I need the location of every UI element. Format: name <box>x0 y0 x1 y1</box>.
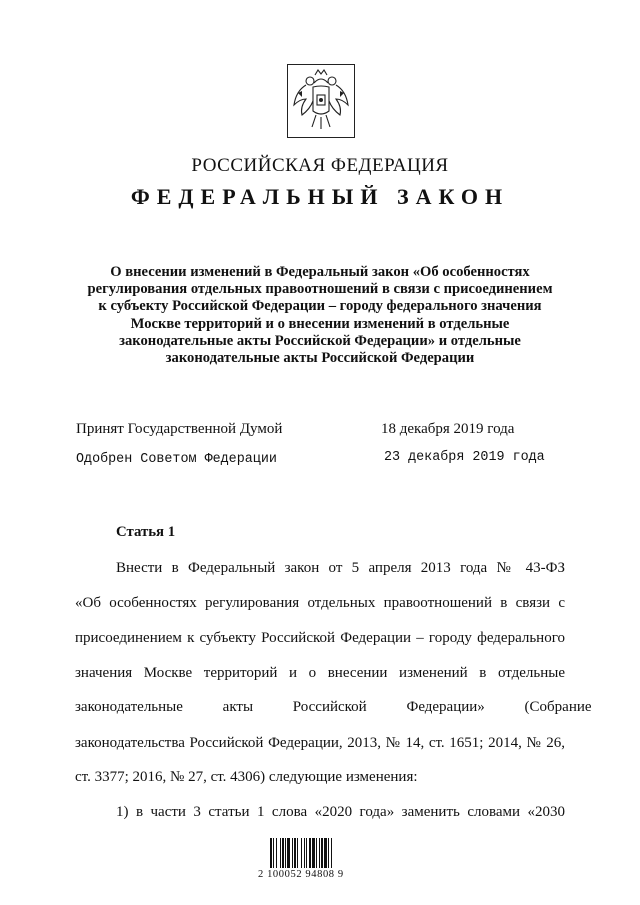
council-approval-date: 23 декабря 2019 года <box>384 450 545 465</box>
coat-of-arms-emblem <box>287 64 355 138</box>
article-text-line: законодательства Российской Федерации, 2013, № 14, ст. 1651; 2014, № 26, <box>75 735 565 751</box>
barcode-stripe <box>270 838 272 868</box>
barcode-stripe <box>301 838 302 868</box>
barcode-stripe <box>282 838 284 868</box>
article-text-line: Внести в Федеральный закон от 5 апреля 2013 года № 43-ФЗ <box>116 560 565 576</box>
country-heading: РОССИЙСКАЯ ФЕДЕРАЦИЯ <box>191 155 449 176</box>
barcode-stripe <box>306 838 307 868</box>
barcode-stripe <box>287 838 290 868</box>
barcode-stripe <box>304 838 305 868</box>
barcode-stripe <box>324 838 327 868</box>
barcode <box>270 838 374 868</box>
law-title <box>70 264 570 367</box>
barcode-stripe <box>297 838 298 868</box>
duma-adoption-date: 18 декабря 2019 года <box>381 421 515 437</box>
barcode-stripe <box>276 838 277 868</box>
barcode-stripe <box>273 838 274 868</box>
barcode-stripe <box>319 838 320 868</box>
barcode-stripe <box>285 838 286 868</box>
barcode-icon <box>270 838 374 868</box>
article-text-line: ст. 3377; 2016, № 27, ст. 4306) следующие изменения: <box>75 769 418 785</box>
article-text-line: законодательные акты Российской Федерации» (Собрание <box>75 699 592 715</box>
barcode-stripe <box>312 838 315 868</box>
barcode-stripe <box>321 838 323 868</box>
article-text-line: «Об особенностях регулирования отдельных правоотношений в связи с <box>75 595 565 611</box>
barcode-stripe <box>328 838 329 868</box>
barcode-stripe <box>309 838 311 868</box>
title-line: О внесении изменений в Федеральный закон «Об особенностях <box>110 264 530 280</box>
barcode-stripe <box>331 838 332 868</box>
article-text-line: присоединением к субъекту Российской Федерации – городу федерального <box>75 630 565 646</box>
title-line: законодательные акты Российской Федерации <box>165 350 475 367</box>
document-type-heading: ФЕДЕРАЛЬНЫЙ ЗАКОН <box>130 184 510 209</box>
title-line: законодательные акты Российской Федерации» и отдельные <box>119 332 521 349</box>
duma-adoption-label: Принят Государственной Думой <box>76 421 283 437</box>
double-headed-eagle-icon <box>288 65 354 137</box>
barcode-number: 2 100052 94808 9 <box>258 869 344 880</box>
article-text-line: 1) в части 3 статьи 1 слова «2020 года» заменить словами «2030 <box>116 804 565 820</box>
barcode-stripe <box>316 838 317 868</box>
council-approval-label: Одобрен Советом Федерации <box>76 452 277 467</box>
barcode-stripe <box>294 838 296 868</box>
title-line: к субъекту Российской Федерации – городу федерального значения <box>98 298 542 315</box>
title-line: регулирования отдельных правоотношений в связи с присоединением <box>87 281 553 298</box>
title-line: Москве территорий и о внесении изменений в отдельные <box>130 315 510 332</box>
article-text-line: значения Москве территорий и о внесении изменений в отдельные <box>75 665 565 681</box>
barcode-stripe <box>280 838 281 868</box>
article-heading: Статья 1 <box>116 524 176 540</box>
barcode-stripe <box>292 838 293 868</box>
